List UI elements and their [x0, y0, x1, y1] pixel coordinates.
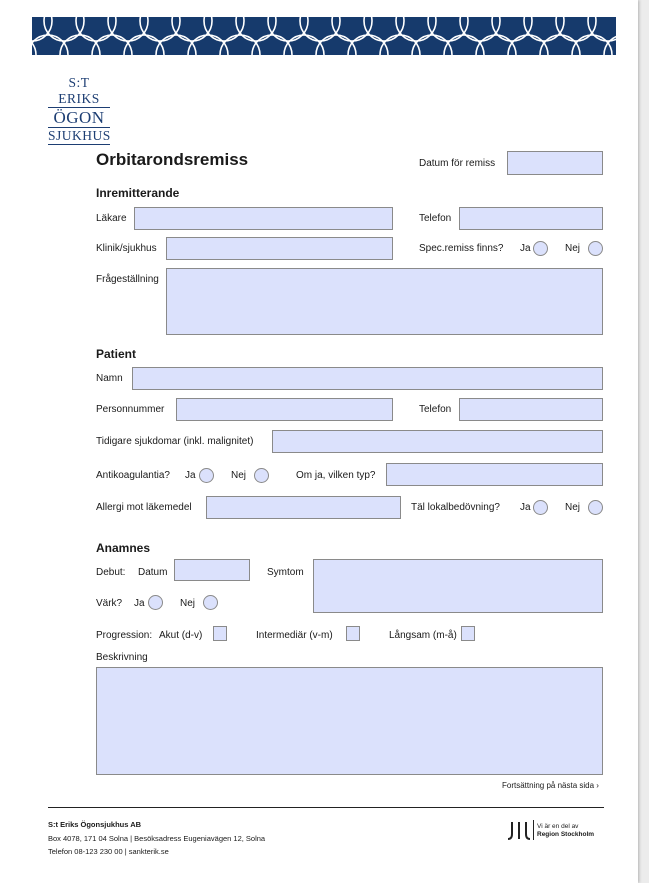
- section-inremitterande: Inremitterande: [96, 186, 180, 200]
- region-text: [537, 823, 594, 839]
- footer-phone: Telefon 08-123 230 00 | sankterik.se: [48, 847, 169, 856]
- telefon-label: Telefon: [419, 213, 452, 224]
- debut-datum-field[interactable]: [174, 559, 250, 581]
- langsam-label: Långsam (m-å): [389, 630, 457, 641]
- debut-label: Debut:: [96, 567, 126, 578]
- section-patient: Patient: [96, 347, 137, 361]
- banner-pattern: [32, 17, 616, 55]
- logo-line-2: ÖGON: [48, 108, 110, 128]
- beskrivning-field[interactable]: [96, 667, 603, 775]
- form-title: Orbitarondsremiss: [96, 150, 249, 169]
- header-banner: [32, 17, 616, 55]
- vark-label: Värk?: [96, 598, 123, 609]
- logo-line-3: SJUKHUS: [48, 128, 111, 143]
- symtom-label: Symtom: [267, 567, 304, 578]
- spec-ja-radio[interactable]: [533, 241, 548, 256]
- banner-arc: [32, 35, 36, 55]
- spec-remiss-label: Spec.remiss finns?: [419, 243, 504, 254]
- klinik-field[interactable]: [166, 237, 393, 260]
- patient-telefon-label: Telefon: [419, 404, 452, 415]
- personnummer-field[interactable]: [176, 398, 393, 421]
- tidigare-label: Tidigare sjukdomar (inkl. malignitet): [96, 436, 254, 447]
- progression-label: Progression:: [96, 630, 153, 641]
- spec-nej-label: Nej: [565, 243, 581, 254]
- footer: [48, 818, 265, 859]
- antikoag-label: Antikoagulantia?: [96, 470, 170, 481]
- tal-ja-label: Ja: [520, 502, 531, 513]
- vark-ja-radio[interactable]: [148, 595, 163, 610]
- vark-nej-label: Nej: [180, 598, 196, 609]
- namn-field[interactable]: [132, 367, 603, 390]
- fragestallning-label: Frågeställning: [96, 274, 159, 285]
- section-anamnes: Anamnes: [96, 541, 151, 555]
- region-line-2: Region Stockholm: [537, 831, 595, 838]
- footer-company: S:t Eriks Ögonsjukhus AB: [48, 820, 142, 829]
- spec-nej-radio[interactable]: [588, 241, 603, 256]
- akut-label: Akut (d-v): [159, 630, 203, 641]
- tal-nej-radio[interactable]: [588, 500, 603, 515]
- logo-line-1: S:T ERIKS: [48, 75, 110, 108]
- beskrivning-label: Beskrivning: [96, 652, 148, 663]
- om-ja-field[interactable]: [386, 463, 603, 486]
- banner-arc: [32, 17, 52, 41]
- patient-telefon-field[interactable]: [459, 398, 603, 421]
- spec-ja-label: Ja: [520, 243, 531, 254]
- vark-nej-radio[interactable]: [203, 595, 218, 610]
- lakare-label: Läkare: [96, 213, 127, 224]
- allergi-field[interactable]: [206, 496, 401, 519]
- region-stockholm-logo-icon: [506, 820, 532, 842]
- st-eriks-logo: [48, 75, 110, 145]
- klinik-label: Klinik/sjukhus: [96, 243, 157, 254]
- allergi-label: Allergi mot läkemedel: [96, 502, 192, 513]
- region-logo-divider: [533, 820, 534, 840]
- akut-checkbox[interactable]: [213, 626, 227, 641]
- tal-nej-label: Nej: [565, 502, 581, 513]
- langsam-checkbox[interactable]: [461, 626, 475, 641]
- footer-address: Box 4078, 171 04 Solna | Besöksadress Eugeniavägen 12, Solna: [48, 833, 266, 843]
- lakare-field[interactable]: [134, 207, 393, 230]
- antikoag-ja-label: Ja: [185, 470, 196, 481]
- intermediar-checkbox[interactable]: [346, 626, 360, 641]
- antikoag-nej-radio[interactable]: [254, 468, 269, 483]
- footer-divider: [48, 807, 604, 808]
- namn-label: Namn: [96, 373, 123, 384]
- antikoag-ja-radio[interactable]: [199, 468, 214, 483]
- personnummer-label: Personnummer: [96, 404, 165, 415]
- intermediar-label: Intermediär (v-m): [256, 630, 333, 641]
- date-field[interactable]: [507, 151, 603, 175]
- tal-ja-radio[interactable]: [533, 500, 548, 515]
- symtom-field[interactable]: [313, 559, 603, 613]
- tal-label: Täl lokalbedövning?: [411, 502, 500, 513]
- date-label: Datum för remiss: [419, 158, 496, 169]
- telefon-field[interactable]: [459, 207, 603, 230]
- om-ja-label: Om ja, vilken typ?: [296, 470, 376, 481]
- continuation-note: Fortsättning på nästa sida ›: [502, 781, 599, 790]
- vark-ja-label: Ja: [134, 598, 145, 609]
- fragestallning-field[interactable]: [166, 268, 603, 335]
- region-line-1: Vi är en del av: [537, 823, 579, 830]
- datum-label: Datum: [138, 567, 168, 578]
- antikoag-nej-label: Nej: [231, 470, 247, 481]
- tidigare-field[interactable]: [272, 430, 603, 453]
